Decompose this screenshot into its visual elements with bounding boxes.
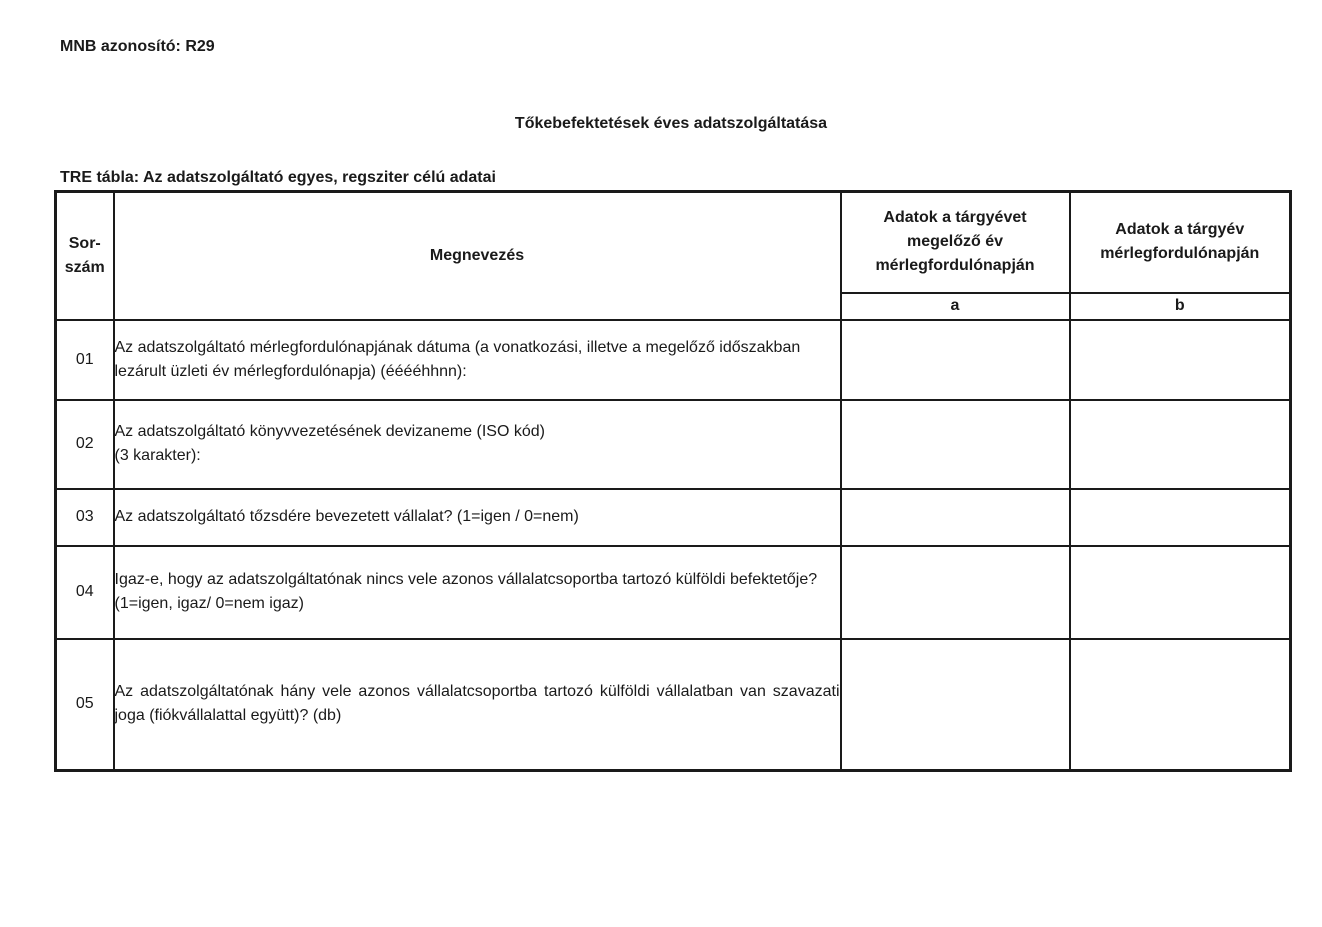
row-label: Az adatszolgáltatónak hány vele azonos vállalatcsoportba tartozó külföldi vállalatban van szavazati joga (fiókvállalattal együtt)? (db) [114,639,841,771]
data-cell-b[interactable] [1070,639,1291,771]
data-cell-a[interactable] [841,546,1070,639]
tre-table [54,190,1292,772]
document-title: Tőkebefektetések éves adatszolgáltatása [514,115,828,132]
mnb-identifier: MNB azonosító: R29 [60,38,215,55]
data-cell-a[interactable] [841,639,1070,771]
data-cell-a[interactable] [841,320,1070,400]
table-caption: TRE tábla: Az adatszolgáltató egyes, regsziter célú adatai [60,169,496,186]
col-code-a: a [841,293,1070,320]
table-row [56,320,1291,400]
row-label: Az adatszolgáltató mérlegfordulónapjának dátuma (a vonatkozási, illetve a megelőző időszakban lezárult üzleti év mérlegfordulónapja) (ééééhhnn): [114,320,841,400]
col-header-name: Megnevezés [114,192,841,320]
data-cell-b[interactable] [1070,489,1291,546]
row-number: 03 [56,489,114,546]
table-row [56,546,1291,639]
row-number: 02 [56,400,114,489]
col-header-curr-year: Adatok a tárgyév mérlegfordulónapján [1070,192,1291,293]
table-row [56,400,1291,489]
row-number: 01 [56,320,114,400]
table-row [56,489,1291,546]
data-cell-b[interactable] [1070,320,1291,400]
row-label: Az adatszolgáltató tőzsdére bevezetett vállalat? (1=igen / 0=nem) [114,489,841,546]
col-code-b: b [1070,293,1291,320]
table-row [56,639,1291,771]
data-cell-b[interactable] [1070,546,1291,639]
col-header-number: Sor- szám [56,192,114,320]
data-cell-b[interactable] [1070,400,1291,489]
data-cell-a[interactable] [841,489,1070,546]
row-number: 05 [56,639,114,771]
data-cell-a[interactable] [841,400,1070,489]
row-number: 04 [56,546,114,639]
row-label: Igaz-e, hogy az adatszolgáltatónak nincs vele azonos vállalatcsoportba tartozó külföldi befektetője? (1=igen, igaz/ 0=nem igaz) [114,546,841,639]
row-label: Az adatszolgáltató könyvvezetésének devizaneme (ISO kód) (3 karakter): [114,400,841,489]
col-header-prev-year: Adatok a tárgyévet megelőző év mérlegfordulónapján [841,192,1070,293]
